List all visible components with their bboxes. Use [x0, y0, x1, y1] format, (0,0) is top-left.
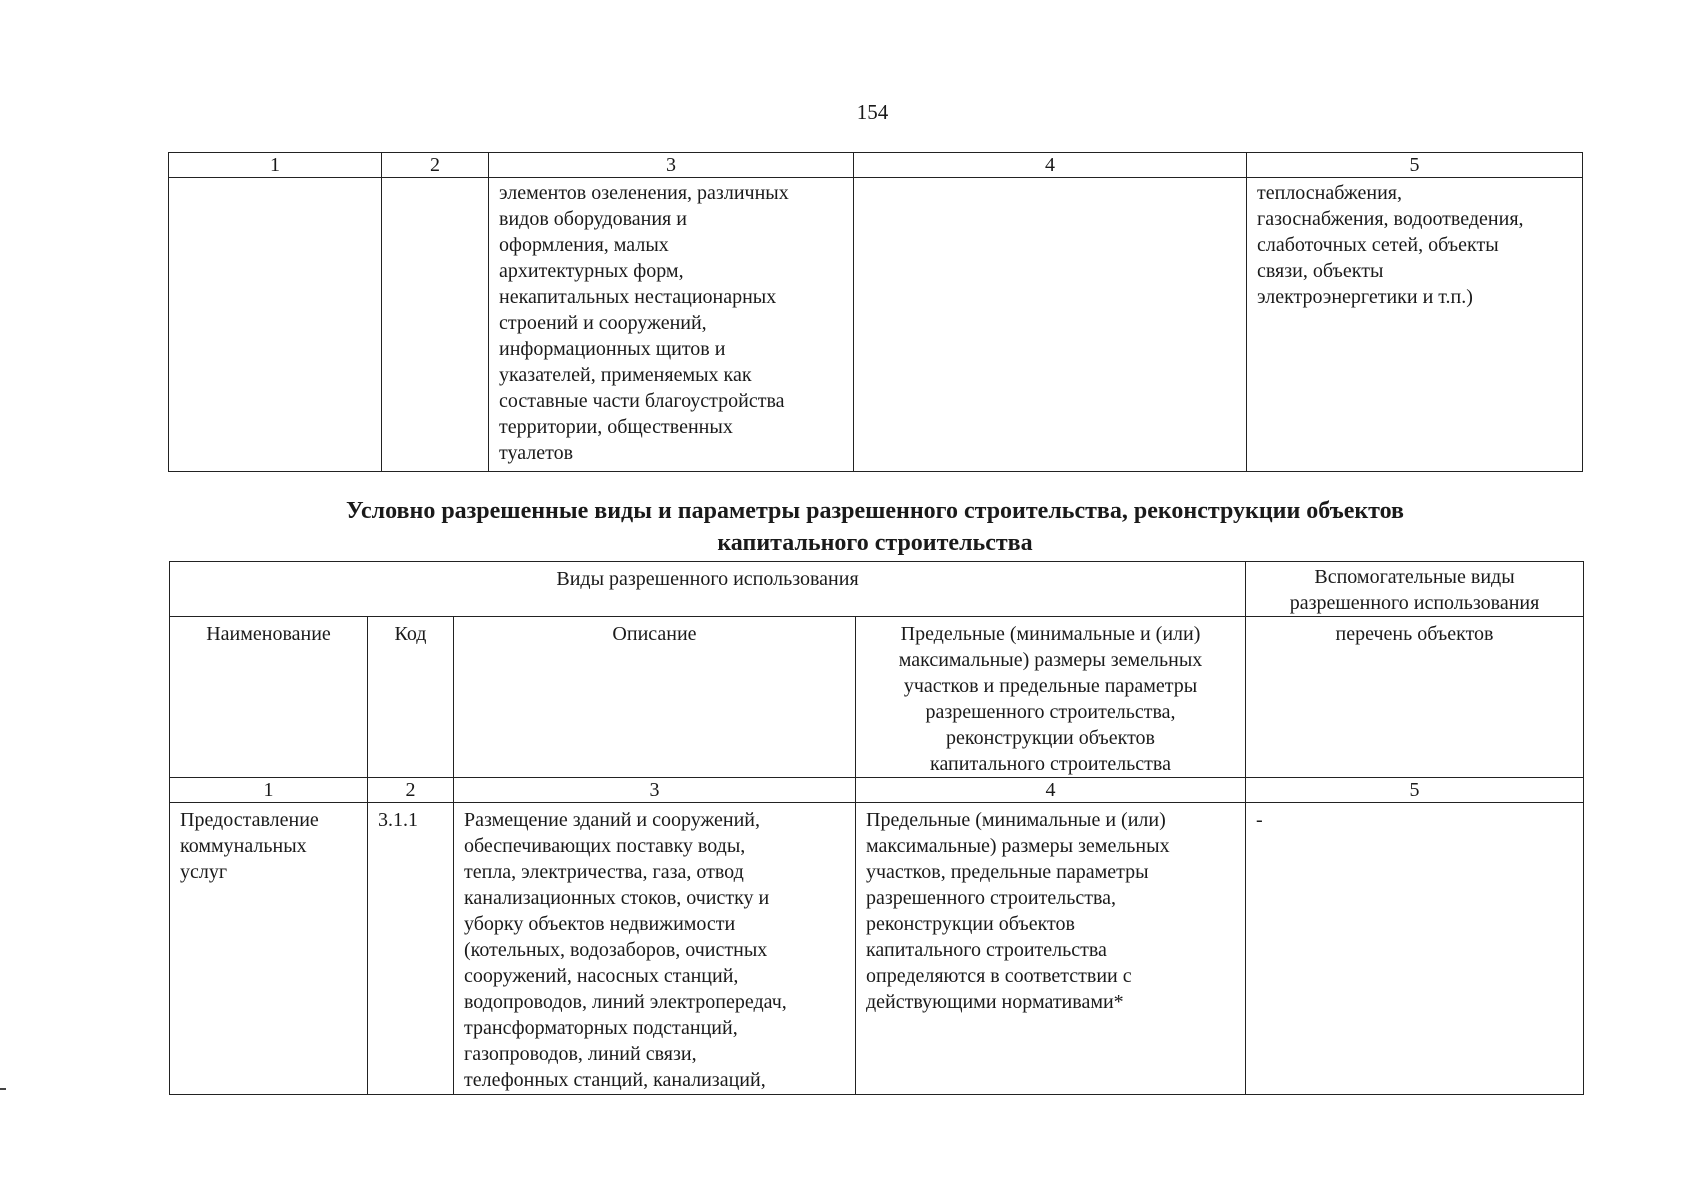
cell-limits: Предельные (минимальные и (или) максимальные) размеры земельных участков, предельные параметры разрешенного строительства, реконструкции объектов капитального строительства определяются в соответствии с действующими нормативами*	[856, 803, 1246, 1095]
header-code: Код	[368, 617, 454, 778]
table-cell	[489, 178, 854, 472]
table-row	[169, 178, 1583, 472]
header-objects: перечень объектов	[1246, 617, 1584, 778]
aux-header: Вспомогательные виды разрешенного использования	[1246, 562, 1584, 617]
section-title: Условно разрешенные виды и параметры разрешенного строительства, реконструкции объектов капитального строительства	[345, 498, 1405, 556]
column-number: 1	[169, 153, 382, 178]
column-number: 4	[854, 153, 1247, 178]
column-number: 3	[454, 778, 856, 803]
column-header-row	[170, 617, 1584, 778]
table-cell	[854, 178, 1247, 472]
table-cell	[1247, 178, 1583, 472]
column-number: 1	[170, 778, 368, 803]
column-number: 2	[382, 153, 489, 178]
header-limits: Предельные (минимальные и (или) максимальные) размеры земельных участков и предельные параметры разрешенного строительства, реконструкции объектов капитального строительства	[856, 617, 1246, 778]
table-cell	[169, 178, 382, 472]
column-number-row	[169, 153, 1583, 178]
header-name: Наименование	[170, 617, 368, 778]
cell-code: 3.1.1	[368, 803, 454, 1095]
cell-objects: -	[1246, 803, 1584, 1095]
cell-description: элементов озеленения, различных видов оборудования и оформления, малых архитектурных форм, некапитальных нестационарных строений и сооружений, информационных щитов и указателей, применяемых как составные части благоустройства территории, общественных туалетов	[499, 182, 789, 464]
column-number: 4	[856, 778, 1246, 803]
cell-description: Размещение зданий и сооружений, обеспечивающих поставку воды, тепла, электричества, газа, отвод канализационных стоков, очистку и уборку объектов недвижимости (котельных, водозаборов, очистных сооружений, насосных станций, водопроводов, линий электропередач, трансформаторных подстанций, газопроводов, линий связи, телефонных станций, канализаций,	[454, 803, 856, 1095]
scan-mark	[0, 1088, 6, 1090]
column-number-row	[170, 778, 1584, 803]
column-number: 2	[368, 778, 454, 803]
group-header: Виды разрешенного использования	[170, 562, 1246, 617]
table-row	[170, 803, 1584, 1095]
header-description: Описание	[454, 617, 856, 778]
column-number: 3	[489, 153, 854, 178]
column-number: 5	[1247, 153, 1583, 178]
permitted-use-table	[169, 561, 1584, 1095]
page-number: 154	[856, 100, 889, 124]
column-number: 5	[1246, 778, 1584, 803]
table-cell	[382, 178, 489, 472]
continuation-table	[168, 152, 1583, 472]
cell-name: Предоставление коммунальных услуг	[170, 803, 368, 1095]
cell-objects: теплоснабжения, газоснабжения, водоотведения, слаботочных сетей, объекты связи, объекты электроэнергетики и т.п.)	[1257, 182, 1524, 308]
group-header-row	[170, 562, 1584, 617]
